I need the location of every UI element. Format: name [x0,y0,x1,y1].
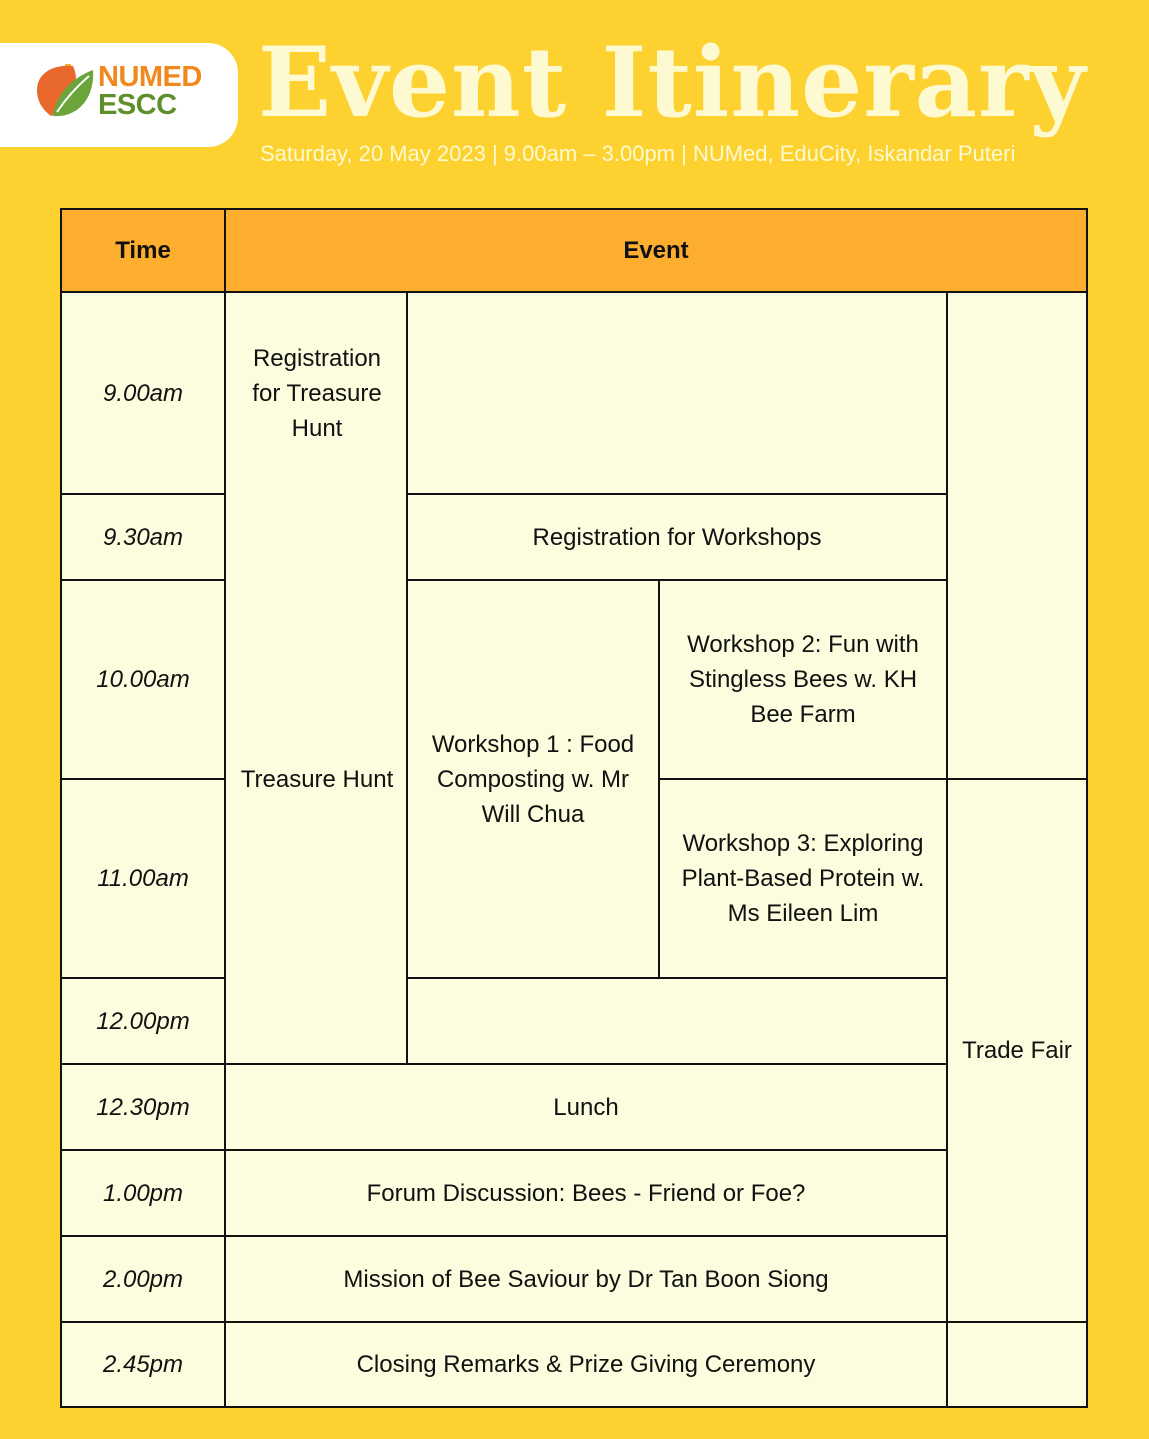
time-cell: 12.00pm [96,1007,190,1035]
logo-text-numed: NUMED [98,61,202,93]
event-registration-treasure-hunt: Registration for Treasure Hunt [252,344,382,442]
event-treasure-hunt: Treasure Hunt [240,765,394,793]
time-cell: 2.45pm [102,1351,184,1378]
event-workshop-2: Workshop 2: Fun with Stingless Bees w. KH Bee Farm [687,631,919,728]
event-mission: Mission of Bee Saviour by Dr Tan Boon Siong [343,1265,829,1293]
event-workshop-1: Workshop 1 : Food Composting w. Mr Will Chua [431,730,635,828]
time-cell: 2.00pm [102,1265,184,1293]
header-event: Event [623,237,689,264]
event-registration-workshops: Registration for Workshops [532,523,822,551]
leaf-logo-icon [33,60,97,128]
time-cell: 1.00pm [102,1179,184,1207]
event-workshop-3: Workshop 3: Exploring Plant-Based Protein w. Ms Eileen Lim [681,830,925,927]
event-subtitle: Saturday, 20 May 2023 | 9.00am – 3.00pm | NUMed, EduCity, Iskandar Puteri [260,141,1016,166]
header-time: Time [115,237,171,264]
event-closing: Closing Remarks & Prize Giving Ceremony [356,1351,816,1378]
event-lunch: Lunch [553,1093,619,1121]
divider [406,977,948,979]
event-forum: Forum Discussion: Bees - Friend or Foe? [366,1179,806,1207]
page-title: Event Itinerary [258,26,1087,139]
divider [406,291,408,1064]
logo-text-escc: ESCC [98,89,177,121]
time-cell: 11.00am [97,865,189,892]
itinerary-table [60,208,1088,1408]
time-cell: 9.00am [102,379,184,407]
event-trade-fair: Trade Fair [962,1037,1072,1064]
time-cell: 10.00am [96,666,190,693]
time-cell: 9.30am [102,523,184,551]
time-cell: 12.30pm [96,1093,190,1121]
